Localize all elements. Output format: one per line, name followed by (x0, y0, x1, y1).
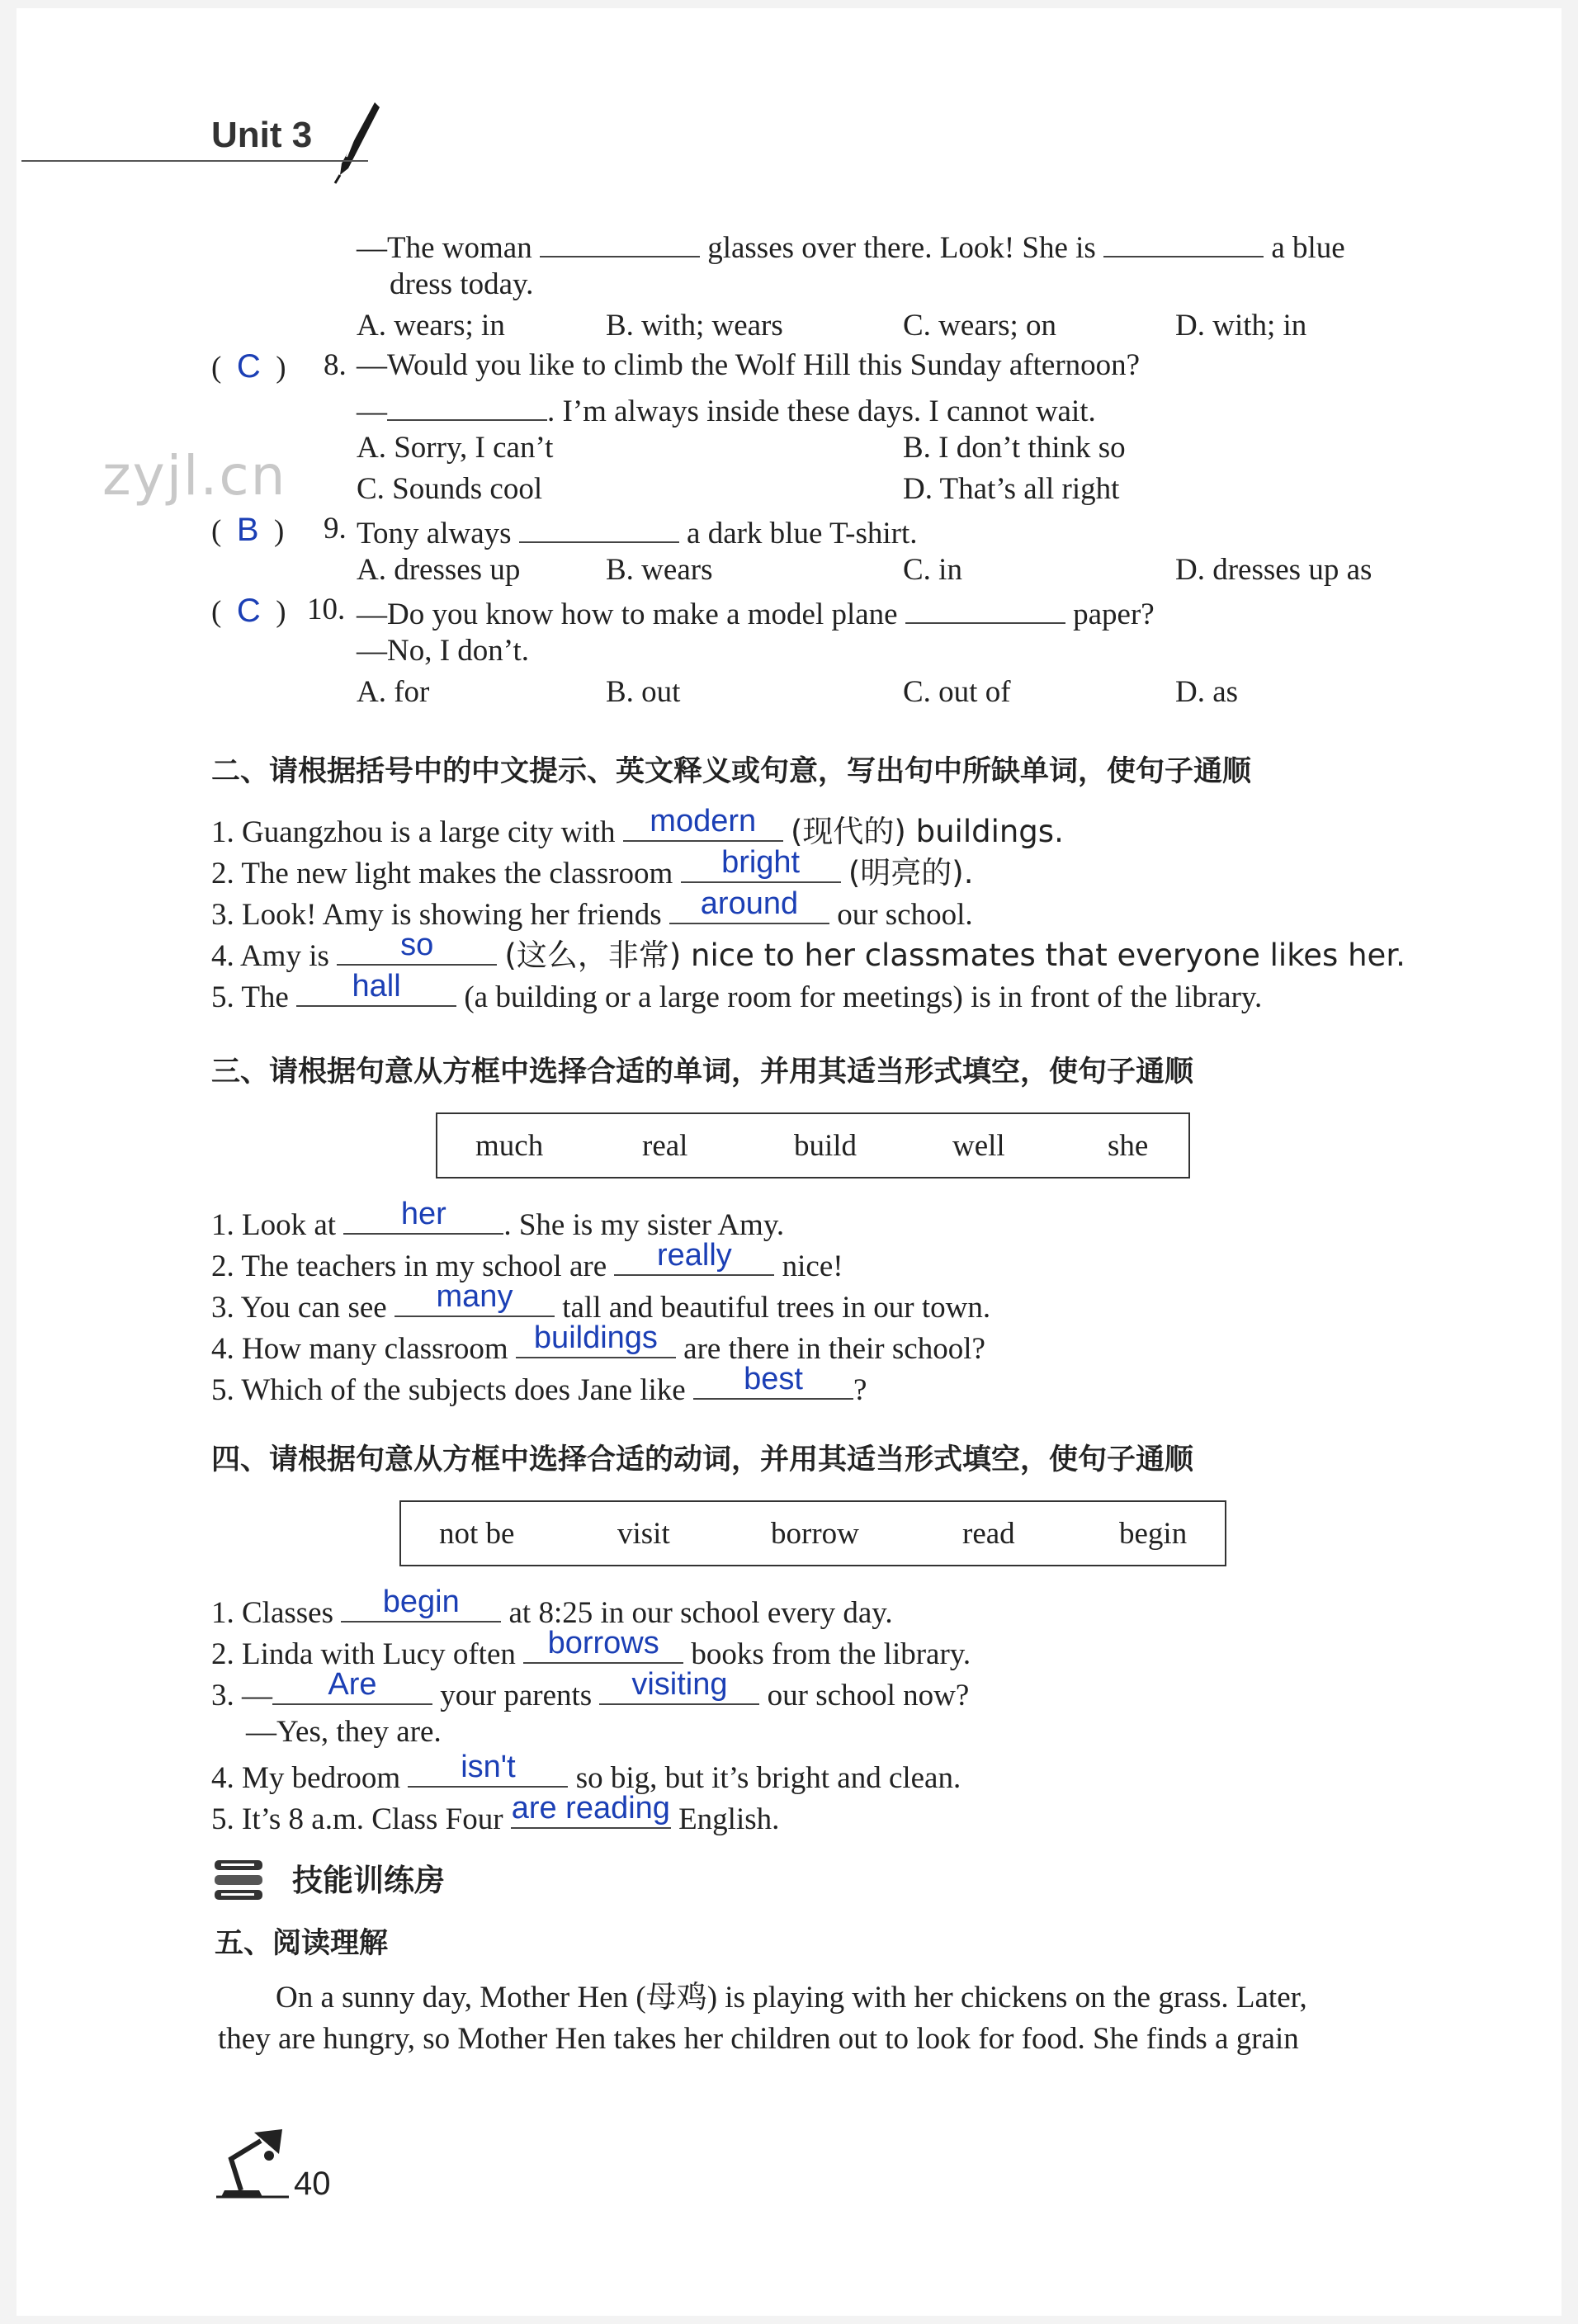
s3-item-4: 4. How many classroom buildings are there in their school? (211, 1320, 985, 1366)
s4-blank-3b[interactable]: visiting (599, 1675, 759, 1705)
skills-title: 技能训练房 (292, 1863, 445, 1898)
s2-item-2: 2. The new light makes the classroom bright (明亮的). (211, 845, 974, 890)
s4-blank-4[interactable]: isn't (408, 1758, 568, 1788)
q7-line1: —The woman glasses over there. Look! She is a blue (357, 228, 1345, 263)
s2-blank-4[interactable]: so (337, 936, 497, 966)
s3-item-3: 3. You can see many tall and beautiful trees in our town. (211, 1279, 991, 1325)
s2-item-1: 1. Guangzhou is a large city with modern (现代的) buildings. (211, 804, 1064, 849)
q8-answer-paren[interactable]: ( C ) (211, 348, 286, 385)
q8-number: 8. (324, 348, 347, 382)
s4-item-3-reply: —Yes, they are. (246, 1715, 442, 1749)
section3-heading: 三、请根据句意从方框中选择合适的单词，并用其适当形式填空，使句子通顺 (211, 1056, 1194, 1089)
q10-option-b: B. out (606, 675, 681, 709)
s3-blank-5[interactable]: best (693, 1370, 853, 1400)
pen-icon (332, 99, 381, 187)
q8-line1: —Would you like to climb the Wolf Hill this Sunday afternoon? (357, 348, 1141, 382)
s4-item-5: 5. It’s 8 a.m. Class Four are reading English. (211, 1791, 780, 1836)
watermark: zyjl.cn (102, 444, 287, 508)
q10-answer-paren[interactable]: ( C ) (211, 593, 286, 629)
q10-option-c: C. out of (903, 675, 1011, 709)
s2-blank-1[interactable]: modern (623, 812, 783, 842)
q10-line1: —Do you know how to make a model plane paper? (357, 594, 1155, 630)
section4-heading: 四、请根据句意从方框中选择合适的动词，并用其适当形式填空，使句子通顺 (211, 1443, 1194, 1476)
desk-lamp-icon (213, 2126, 292, 2200)
s4-blank-2[interactable]: borrows (523, 1634, 683, 1664)
q8-option-a: A. Sorry, I can’t (357, 431, 554, 465)
q8-line2: — . I’m always inside these days. I cannot wait. (357, 391, 1096, 427)
section3-word-box (436, 1112, 1190, 1179)
s3-item-5: 5. Which of the subjects does Jane like best ? (211, 1362, 867, 1407)
q9-line1: Tony always a dark blue T-shirt. (357, 513, 918, 549)
q10-option-d: D. as (1175, 675, 1239, 709)
s4-word: read (962, 1517, 1015, 1551)
s4-word: not be (439, 1517, 515, 1551)
q8-option-c: C. Sounds cool (357, 472, 543, 506)
s3-item-1: 1. Look at her . She is my sister Amy. (211, 1197, 785, 1242)
q9-number: 9. (324, 512, 347, 546)
s2-blank-3[interactable]: around (669, 895, 829, 924)
s2-item-4: 4. Amy is so (这么，非常) nice to her classmates that everyone likes her. (211, 928, 1406, 973)
s3-blank-1[interactable]: her (343, 1205, 503, 1235)
s4-blank-3a[interactable]: Are (272, 1675, 432, 1705)
s2-blank-5[interactable]: hall (296, 977, 456, 1007)
header-rule (21, 160, 368, 162)
q8-option-b: B. I don’t think so (903, 431, 1126, 465)
q10-line2: —No, I don’t. (357, 634, 529, 668)
q7-option-d: D. with; in (1175, 309, 1307, 342)
s4-blank-5[interactable]: are reading (511, 1799, 671, 1829)
s2-item-5: 5. The hall (a building or a large room for meetings) is in front of the library. (211, 969, 1263, 1014)
s4-word: borrow (771, 1517, 859, 1551)
s4-item-1: 1. Classes begin at 8:25 in our school every day. (211, 1585, 893, 1630)
reading-para-line1: On a sunny day, Mother Hen (母鸡) is playing with her chickens on the grass. Later, (276, 1981, 1307, 2015)
q8-blank[interactable] (387, 391, 547, 421)
unit-title: Unit 3 (211, 115, 313, 155)
q7-option-a: A. wears; in (357, 309, 505, 342)
q10-blank[interactable] (905, 594, 1065, 624)
q9-option-b: B. wears (606, 553, 713, 587)
book-stack-icon (213, 1857, 266, 1903)
s4-blank-1[interactable]: begin (341, 1593, 501, 1623)
q7-option-b: B. with; wears (606, 309, 783, 342)
q7-blank-1[interactable] (540, 228, 700, 257)
workbook-page (17, 8, 1561, 2316)
s3-blank-3[interactable]: many (394, 1287, 555, 1317)
q8-option-d: D. That’s all right (903, 472, 1120, 506)
s4-word: begin (1119, 1517, 1188, 1551)
s3-item-2: 2. The teachers in my school are really nice! (211, 1238, 843, 1283)
section4-word-box (399, 1500, 1226, 1566)
q7-line2: dress today. (390, 267, 534, 301)
s3-word: well (952, 1129, 1005, 1163)
q10-option-a: A. for (357, 675, 430, 709)
s3-word: much (475, 1129, 544, 1163)
s4-item-2: 2. Linda with Lucy often borrows books from the library. (211, 1626, 971, 1671)
section5-heading: 五、阅读理解 (215, 1927, 389, 1960)
s2-item-3: 3. Look! Amy is showing her friends around our school. (211, 886, 973, 932)
q10-number: 10. (307, 593, 346, 626)
q9-answer-paren[interactable]: ( B ) (211, 512, 285, 548)
s4-item-3: 3. — Are your parents visiting our school now? (211, 1667, 970, 1712)
s3-word: she (1108, 1129, 1149, 1163)
s3-word: real (642, 1129, 688, 1163)
q7-blank-2[interactable] (1103, 228, 1264, 257)
q9-blank[interactable] (519, 513, 679, 543)
q9-option-d: D. dresses up as (1175, 553, 1372, 587)
s3-word: build (794, 1129, 858, 1163)
s4-item-4: 4. My bedroom isn't so big, but it’s bright and clean. (211, 1750, 961, 1795)
q9-option-a: A. dresses up (357, 553, 521, 587)
s3-blank-2[interactable]: really (614, 1246, 774, 1276)
s2-blank-2[interactable]: bright (681, 853, 841, 883)
section2-heading: 二、请根据括号中的中文提示、英文释义或句意，写出句中所缺单词，使句子通顺 (211, 755, 1252, 788)
s3-blank-4[interactable]: buildings (516, 1329, 676, 1358)
q7-option-c: C. wears; on (903, 309, 1056, 342)
reading-para-line2: they are hungry, so Mother Hen takes her children out to look for food. She finds a grain (218, 2022, 1299, 2056)
page-number: 40 (294, 2166, 331, 2202)
q9-option-c: C. in (903, 553, 962, 587)
s4-word: visit (617, 1517, 670, 1551)
